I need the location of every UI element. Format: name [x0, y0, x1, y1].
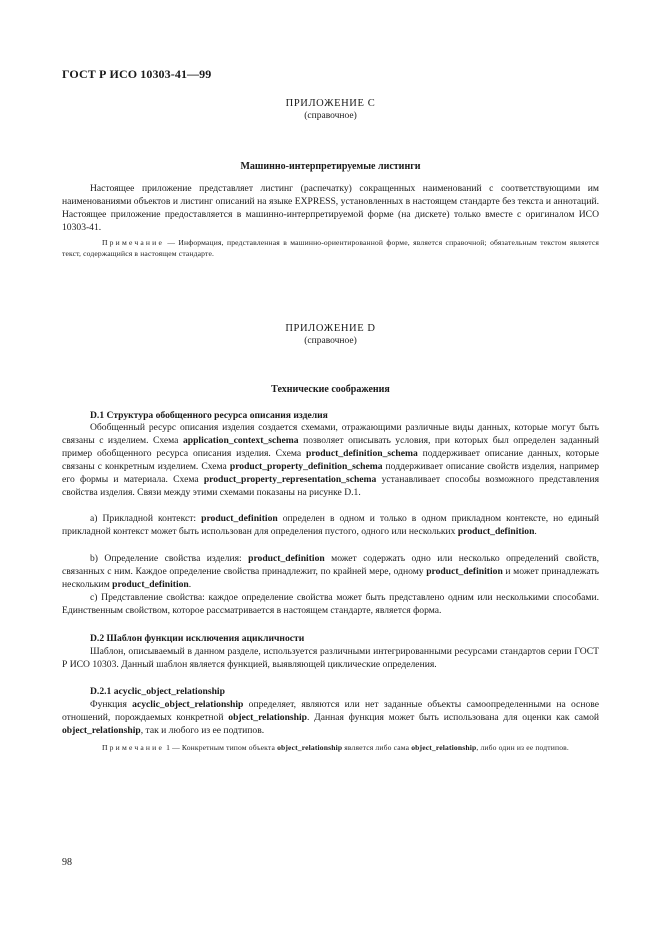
entity-name: object_relationship [277, 743, 343, 752]
entity-name: product_definition [457, 525, 535, 537]
appendix-c-title: ПРИЛОЖЕНИЕ С [285, 98, 376, 109]
text: позволяет описывать условия, при которых был определен заданный пример обобщенного ресурса описания изделия. Схема [62, 434, 600, 459]
entity-name: product_definition [426, 565, 503, 577]
entity-name: object_relationship [228, 711, 307, 723]
text: определяет, являются или нет заданные объекты самоопределенными на основе отношений, порождаемых конкретной [62, 699, 599, 723]
entity-name: object_relationship [62, 724, 141, 736]
page-number: 98 [62, 857, 72, 868]
entity-name: product_definition [112, 578, 189, 590]
entity-name: product_definition [248, 553, 325, 564]
note-label: Примечание [102, 238, 165, 247]
entity-name: product_definition [201, 513, 278, 524]
text: Функция [90, 699, 133, 710]
document-code: ГОСТ Р ИСО 10303-41—99 [62, 67, 212, 81]
section-d1-item-a [62, 513, 599, 539]
section-d1-item-b [62, 553, 599, 592]
section-d1-heading: D.1 Структура обобщенного ресурса описания изделия [90, 410, 328, 421]
appendix-d-heading: Технические соображения [271, 384, 390, 395]
section-d21-note [62, 742, 599, 753]
appendix-d-title: ПРИЛОЖЕНИЕ D [285, 323, 376, 334]
text: , либо один из ее подтипов. [476, 743, 569, 752]
appendix-c-paragraph: Настоящее приложение представляет листинг (распечатку) сокращенных наименований с соответствующими им наименованиями объектов и листинг описаний на языке EXPRESS, установленных в настоящем стандарте без текста и аннотаций. Настоящее приложение предоставляется в машинно-интерпретируемой форме (на дискете) только вместе с оригиналом ИСО 10303-41. [62, 183, 599, 233]
schema-name: product_definition_schema [306, 447, 418, 459]
text: может содержать одно или несколько определений свойств, связанных с ним. Каждое определение свойства принадлежит, по крайней мере, одному [62, 553, 599, 577]
section-d21-paragraph [62, 699, 599, 738]
appendix-c-note [62, 237, 599, 259]
appendix-d-subtitle: (справочное) [304, 336, 357, 346]
section-d1-item-c: с) Представление свойства: каждое определение свойства может быть представлено одним или несколькими способами. Единственным свойством, которое рассматривается в настоящем стандарте, является форма. [62, 592, 599, 616]
text: определен в одном и только в одном прикладном контексте, но единый прикладной контекст может быть использован для определения пустого, одного или нескольких [62, 513, 599, 537]
appendix-c-heading: Машинно-интерпретируемые листинги [240, 161, 421, 172]
section-d2-heading: D.2 Шаблон функции исключения ацикличности [90, 633, 305, 644]
schema-name: product_property_representation_schema [203, 473, 377, 485]
appendix-c-subtitle: (справочное) [304, 111, 357, 121]
text: . [534, 525, 537, 537]
text: а) Прикладной контекст: [90, 513, 202, 524]
note-text: — Информация, представленная в машинно-ориентированной форме, является справочной; обязательным текстом является текст, содержащийся в настоящем стандарте. [62, 238, 599, 258]
text: . [188, 578, 192, 590]
note-label: Примечание [102, 743, 165, 752]
text: устанавливает способы возможного представления свойства изделия. Связи между этими схемами показаны на рисунке D.1. [62, 473, 599, 498]
text: 1 — Конкретным типом объекта [164, 743, 278, 752]
function-name: acyclic_object_relationship [132, 699, 244, 710]
text: b) Определение свойства изделия: [90, 553, 249, 564]
text: является либо сама [342, 743, 412, 752]
entity-name: object_relationship [411, 743, 477, 752]
schema-name: product_property_definition_schema [229, 460, 383, 472]
section-d21-heading: D.2.1 acyclic_object_relationship [90, 686, 225, 697]
text: , так и любого из ее подтипов. [140, 724, 265, 736]
text: . Данная функция может быть использована для оценки как самой [306, 711, 600, 723]
schema-name: application_context_schema [182, 434, 299, 446]
text: поддерживает описание данных, которые связаны с конкретным изделием. Схема [62, 447, 599, 472]
section-d2-paragraph: Шаблон, описываемый в данном разделе, используется различными интегрированными ресурсами стандартов серии ГОСТ Р ИСО 10303. Данный шаблон является функцией, выявляющей циклические определения. [62, 646, 599, 670]
text: Обобщенный ресурс описания изделия создается схемами, отражающими различные виды данных, которые могут быть связаны с изделием. Схема [62, 422, 599, 446]
text: поддерживает описание свойств изделия, например его формы и материала. Схема [62, 460, 600, 485]
text: и может принадлежать нескольким [62, 565, 599, 590]
section-d1-paragraph [62, 422, 599, 499]
